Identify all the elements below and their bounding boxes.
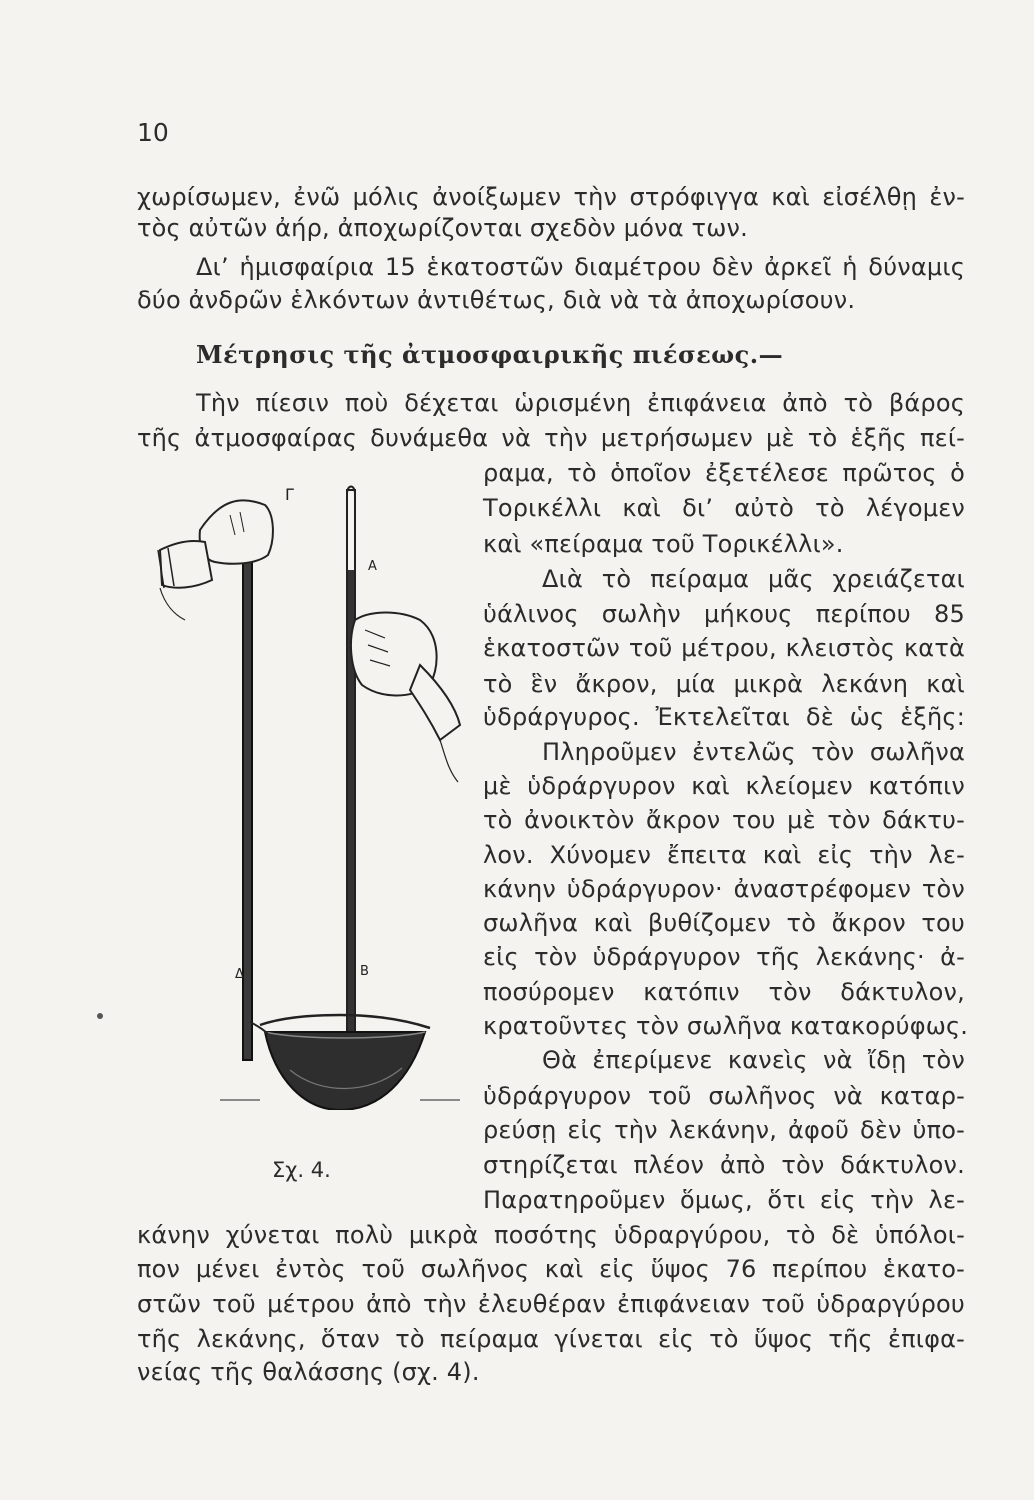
basin [250, 1015, 430, 1110]
label-alpha: Α [368, 559, 377, 574]
label-delta: Δ [235, 967, 244, 982]
text-line: τῆς λεκάνης, ὅταν τὸ πείραμα γίνεται εἰς τὸ ὕψος τῆς ἐπιφα- [137, 1325, 965, 1353]
text-line: τῆς ἀτμοσφαίρας δυνάμεθα νὰ τὴν μετρήσωμεν μὲ τὸ ἑξῆς πεί- [137, 424, 965, 452]
text-line: κάνην χύνεται πολὺ μικρὰ ποσότης ὑδραργύρου, τὸ δὲ ὑπόλοι- [137, 1221, 965, 1249]
text-line: στῶν τοῦ μέτρου ἀπὸ τὴν ἐλευθέραν ἐπιφάνειαν τοῦ ὑδραργύρου [137, 1290, 965, 1318]
label-gamma: Γ [285, 485, 294, 504]
text-line: τὸς αὐτῶν ἀήρ, ἀποχωρίζονται σχεδὸν μόνα των. [137, 214, 748, 242]
text-line: Θὰ ἐπερίμενε κανεὶς νὰ ἴδῃ τὸν [542, 1046, 965, 1074]
text-line: σωλῆνα καὶ βυθίζομεν τὸ ἄκρον του [483, 909, 965, 937]
section-heading: Μέτρησις τῆς ἀτμοσφαιρικῆς πιέσεως.— [196, 340, 784, 369]
text-line: ρεύσῃ εἰς τὴν λεκάνην, ἀφοῦ δὲν ὑπο- [483, 1116, 965, 1144]
torricelli-figure [140, 470, 480, 1110]
text-line: ὑδράργυρος. Ἐκτελεῖται δὲ ὡς ἑξῆς: [483, 703, 965, 731]
text-line: ὑάλινος σωλὴν μήκους περίπου 85 [483, 600, 965, 628]
text-line: τὸ ἀνοικτὸν ἄκρον του μὲ τὸν δάκτυ- [483, 806, 965, 834]
text-line: Πληροῦμεν ἐντελῶς τὸν σωλῆνα [542, 738, 965, 766]
hand-icon-right [351, 613, 460, 783]
text-line: μὲ ὑδράργυρον καὶ κλείομεν κατόπιν [483, 772, 965, 800]
text-line: ἑκατοστῶν τοῦ μέτρου, κλειστὸς κατὰ [483, 634, 965, 662]
text-line: κάνην ὑδράργυρον· ἀναστρέφομεν τὸν [483, 875, 965, 903]
text-line: λον. Χύνομεν ἔπειτα καὶ εἰς τὴν λε- [483, 841, 965, 869]
text-line: Παρατηροῦμεν ὅμως, ὅτι εἰς τὴν λε- [483, 1186, 965, 1214]
text-line: καὶ «πείραμα τοῦ Τορικέλλι». [483, 530, 844, 558]
text-line: Δι’ ἡμισφαίρια 15 ἑκατοστῶν διαμέτρου δὲν ἀρκεῖ ἡ δύναμις [196, 253, 965, 281]
page-number: 10 [137, 118, 169, 147]
hand-icon-left [158, 500, 273, 620]
text-line: χωρίσωμεν, ἐνῶ μόλις ἀνοίξωμεν τὴν στρόφιγγα καὶ εἰσέλθῃ ἐν- [137, 183, 965, 211]
text-line: νείας τῆς θαλάσσης (σχ. 4). [137, 1358, 480, 1386]
text-line: Τορικέλλι καὶ δι’ αὐτὸ τὸ λέγομεν [483, 494, 965, 522]
text-line: ποσύρομεν κατόπιν τὸν δάκτυλον, [483, 978, 965, 1006]
text-line: Διὰ τὸ πείραμα μᾶς χρειάζεται [542, 565, 965, 593]
text-line: ραμα, τὸ ὁποῖον ἐξετέλεσε πρῶτος ὁ [483, 459, 965, 487]
ink-speck [97, 1013, 103, 1019]
right-tube [347, 487, 355, 1041]
text-line: πον μένει ἐντὸς τοῦ σωλῆνος καὶ εἰς ὕψος 76 περίπου ἑκατο- [137, 1255, 965, 1283]
text-line: εἰς τὸν ὑδράργυρον τῆς λεκάνης· ἀ- [483, 943, 965, 971]
label-beta: Β [360, 964, 369, 979]
figure-caption: Σχ. 4. [272, 1158, 331, 1182]
text-line: στηρίζεται πλέον ἀπὸ τὸν δάκτυλον. [483, 1151, 965, 1179]
text-line: κρατοῦντες τὸν σωλῆνα κατακορύφως. [483, 1012, 969, 1040]
text-line: δύο ἀνδρῶν ἑλκόντων ἀντιθέτως, διὰ νὰ τὰ ἀποχωρίσουν. [137, 286, 856, 314]
text-line: Τὴν πίεσιν ποὺ δέχεται ὡρισμένη ἐπιφάνεια ἀπὸ τὸ βάρος [196, 389, 965, 417]
text-line: ὑδράργυρον τοῦ σωλῆνος νὰ καταρ- [483, 1082, 965, 1110]
text-line: τὸ ἓν ἄκρον, μία μικρὰ λεκάνη καὶ [483, 670, 965, 698]
